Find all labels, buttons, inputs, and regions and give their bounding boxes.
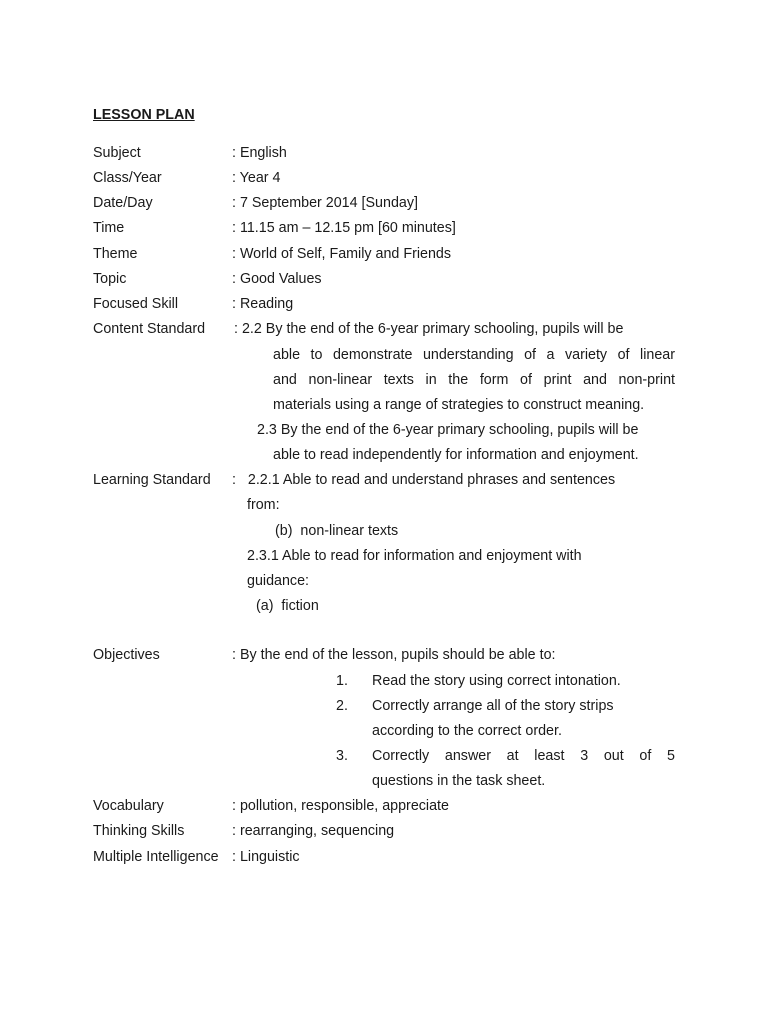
time-label: Time [93, 220, 125, 236]
learning-standard-label: Learning Standard [93, 472, 211, 488]
objective-text: Correctly arrange all of the story strips [372, 698, 614, 714]
subject-value: : English [232, 145, 287, 161]
thinking-skills-label: Thinking Skills [93, 823, 185, 839]
subject-label: Subject [93, 145, 141, 161]
learning-standard-line: guidance: [247, 573, 310, 589]
multiple-intelligence-label: Multiple Intelligence [93, 849, 219, 865]
learning-standard-line: (a) fiction [256, 598, 319, 614]
topic-value: : Good Values [232, 271, 322, 287]
theme-value: : World of Self, Family and Friends [232, 246, 452, 262]
learning-standard-line: (b) non-linear texts [275, 523, 399, 539]
content-standard-line: : 2.2 By the end of the 6-year primary schooling, pupils will be [234, 321, 624, 337]
time-value: : 11.15 am – 12.15 pm [60 minutes] [232, 220, 456, 236]
content-standard-label: Content Standard [93, 321, 206, 337]
vocabulary-value: : pollution, responsible, appreciate [232, 798, 449, 814]
class-year-value: : Year 4 [232, 170, 281, 186]
date-day-value: : 7 September 2014 [Sunday] [232, 195, 418, 211]
focused-skill-value: : Reading [232, 296, 294, 312]
objective-text: questions in the task sheet. [372, 773, 546, 789]
content-standard-line: able to demonstrate understanding of a variety of linear [273, 347, 675, 363]
date-day-label: Date/Day [93, 195, 153, 211]
objectives-label: Objectives [93, 647, 160, 663]
learning-standard-line: : 2.2.1 Able to read and understand phrases and sentences [232, 472, 616, 488]
thinking-skills-value: : rearranging, sequencing [232, 823, 395, 839]
content-standard-line: materials using a range of strategies to construct meaning. [273, 397, 645, 413]
learning-standard-line: 2.3.1 Able to read for information and enjoyment with [247, 548, 582, 564]
objective-number: 1. [336, 673, 348, 689]
learning-standard-line: from: [247, 497, 280, 513]
document-title: LESSON PLAN [93, 107, 195, 123]
objective-number: 3. [336, 748, 348, 764]
objective-text: Correctly answer at least 3 out of 5 [372, 748, 675, 764]
objective-text: according to the correct order. [372, 723, 562, 739]
content-standard-line: able to read independently for information and enjoyment. [273, 447, 639, 463]
theme-label: Theme [93, 246, 138, 262]
content-standard-line: and non-linear texts in the form of print and non-print [273, 372, 675, 388]
content-standard-line: 2.3 By the end of the 6-year primary schooling, pupils will be [257, 422, 639, 438]
topic-label: Topic [93, 271, 127, 287]
class-year-label: Class/Year [93, 170, 162, 186]
objective-number: 2. [336, 698, 348, 714]
vocabulary-label: Vocabulary [93, 798, 164, 814]
focused-skill-label: Focused Skill [93, 296, 179, 312]
multiple-intelligence-value: : Linguistic [232, 849, 300, 865]
objectives-intro: : By the end of the lesson, pupils should be able to: [232, 647, 556, 663]
objective-text: Read the story using correct intonation. [372, 673, 621, 689]
